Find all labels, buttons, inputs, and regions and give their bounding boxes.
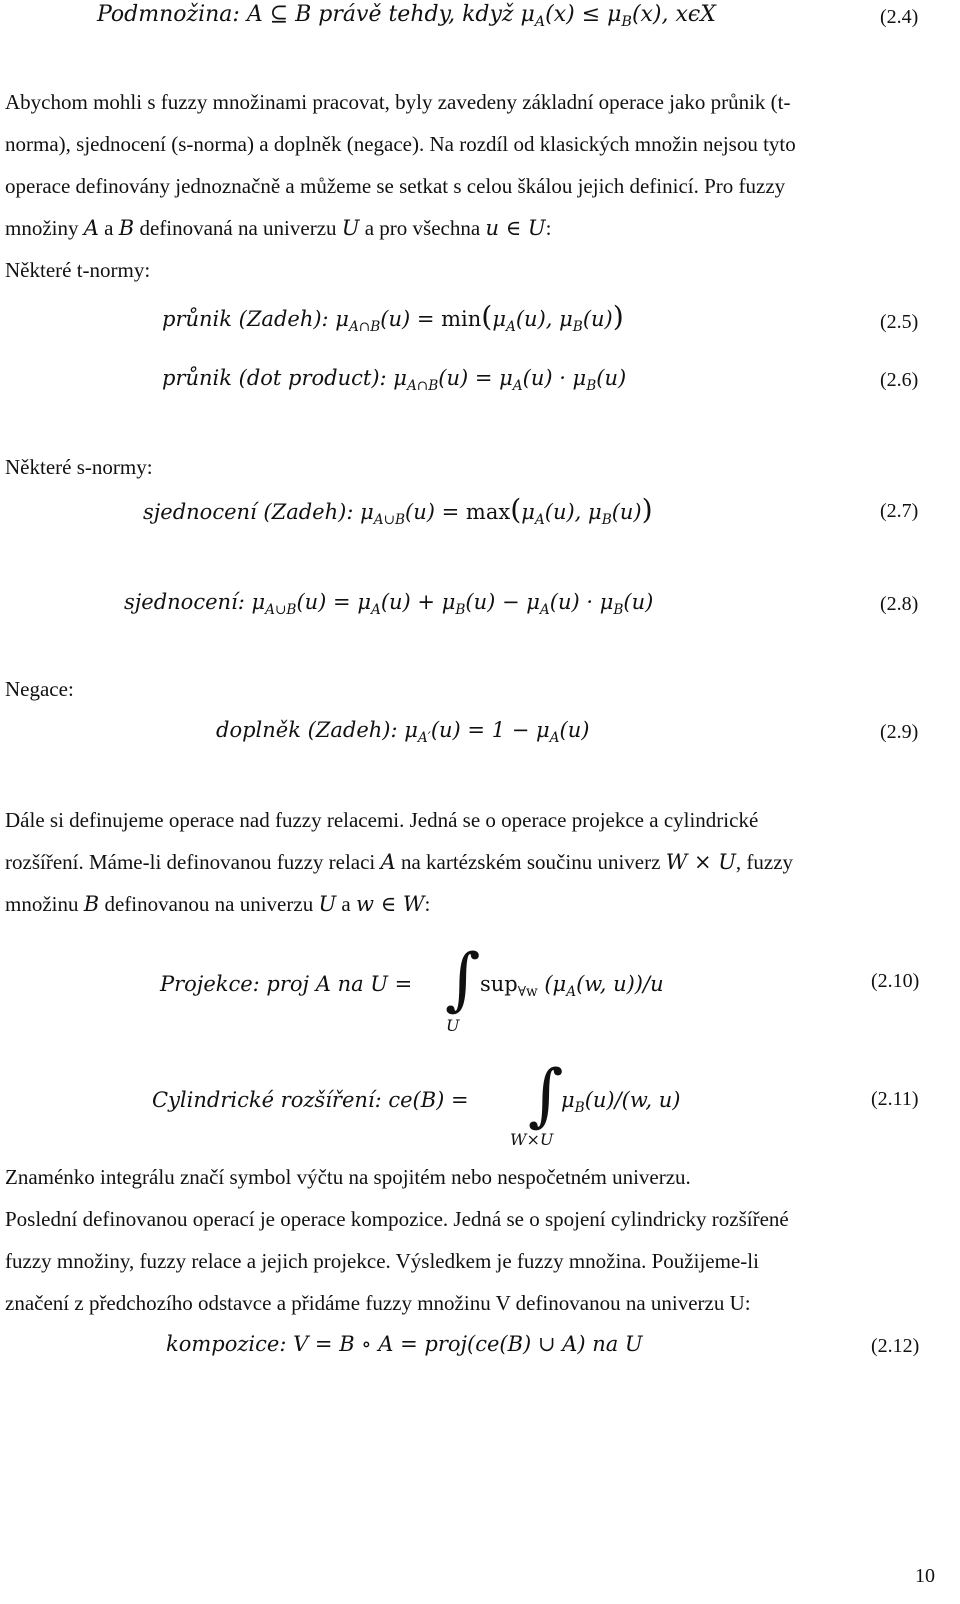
paragraph-line: Abychom mohli s fuzzy množinami pracovat, byly zavedeny základní operace jako průnik (t-: [5, 90, 791, 114]
negation-heading: Negace:: [5, 677, 74, 701]
equation-number-2-12: (2.12): [871, 1335, 920, 1357]
page-number: 10: [915, 1565, 935, 1587]
paragraph-line-with-math: rozšíření. Máme-li definovanou fuzzy relaci A na kartézském součinu univerz W × U, fuzzy: [5, 850, 794, 874]
paragraph-line: značení z předchozího odstavce a přidáme fuzzy množinu V definovanou na univerzu U:: [5, 1291, 751, 1315]
paragraph-line: norma), sjednocení (s-norma) a doplněk (negace). Na rozdíl od klasických množin nejsou tyto: [5, 132, 796, 156]
equation-2-11-rhs: $\mu_B(u)/(w$, u): [561, 1088, 681, 1116]
integral-sign: ∫: [445, 940, 481, 1019]
snorm-heading: Některé s-normy:: [5, 455, 153, 479]
equation-2-10-rhs: sup$_{\forall w}$ ($\mu_A(w$, u))/u: [480, 972, 664, 1000]
paragraph-line: fuzzy množiny, fuzzy relace a jejich projekce. Výsledkem je fuzzy množina. Použijeme-li: [5, 1249, 759, 1273]
equation-2-6: průnik (dot product): $\mu_{A\cap B}(u) = \mu_A(u) \cdot \mu_B(u)$: [162, 366, 627, 394]
integral-domain: U: [446, 1016, 460, 1035]
paragraph-line: operace definovány jednoznačně a můžeme se setkat s celou škálou jejich definicí. Pro fuzzy: [5, 174, 786, 198]
equation-number-2-7: (2.7): [880, 500, 919, 522]
equation-2-7: sjednocení (Zadeh): $\mu_{A\cup B}(u) = \max(\mu_A(u)$, $\mu_B(u)$): [143, 493, 653, 528]
equation-2-11-lhs: Cylindrické rozšíření: ce(B) =: [152, 1088, 469, 1112]
paragraph-line: Poslední definovanou operací je operace kompozice. Jedná se o spojení cylindricky rozšířené: [5, 1207, 789, 1231]
integral-sign: ∫: [528, 1056, 564, 1135]
equation-number-2-8: (2.8): [880, 593, 919, 615]
equation-2-4: Podmnožina: A ⊆ B právě tehdy, když $\mu_A(x) \le \mu_B(x)$, xϵX: [97, 2, 716, 30]
equation-2-5: průnik (Zadeh): $\mu_{A\cap B}(u) = \min(\mu_A(u)$, $\mu_B(u)$): [162, 300, 624, 335]
equation-number-2-11: (2.11): [871, 1088, 919, 1110]
equation-number-2-5: (2.5): [880, 311, 919, 333]
equation-2-9: doplněk (Zadeh): $\mu_{A'}(u) = 1 - \mu_A(u)$: [216, 718, 590, 746]
paragraph-line: Dále si definujeme operace nad fuzzy relacemi. Jedná se o operace projekce a cylindrické: [5, 808, 759, 832]
equation-2-8: sjednocení: $\mu_{A\cup B}(u) = \mu_A(u) + \mu_B(u) - \mu_A(u) \cdot \mu_B(u)$: [124, 590, 654, 618]
equation-2-12: kompozice: V = B ∘ A = proj(ce(B) ∪ A) na U: [166, 1332, 643, 1356]
equation-2-10-lhs: Projekce: proj A na U =: [160, 972, 413, 996]
equation-number-2-10: (2.10): [871, 970, 920, 992]
equation-number-2-6: (2.6): [880, 369, 919, 391]
equation-number-2-9: (2.9): [880, 721, 919, 743]
tnorm-heading: Některé t-normy:: [5, 258, 151, 282]
paragraph-line: Znaménko integrálu značí symbol výčtu na spojitém nebo nespočetném univerzu.: [5, 1165, 691, 1189]
equation-number-2-4: (2.4): [880, 6, 919, 28]
paragraph-line-with-math: množinu B definovanou na univerzu U a w ∈ W:: [5, 892, 431, 916]
integral-domain: W×U: [510, 1130, 554, 1149]
paragraph-line-with-math: množiny A a B definovaná na univerzu U a pro všechna u ∈ U:: [5, 216, 552, 240]
